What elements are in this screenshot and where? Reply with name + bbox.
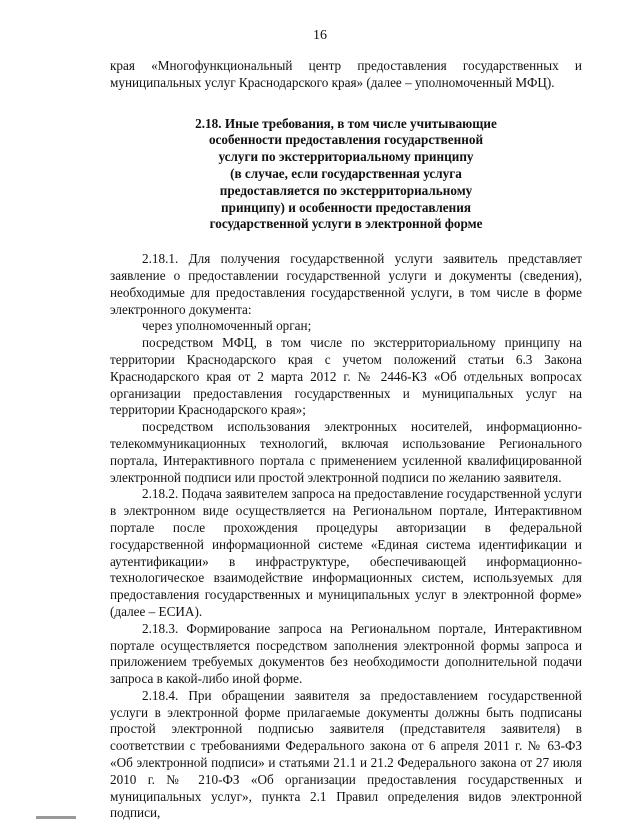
heading-line: особенности предоставления государственной [208, 132, 484, 148]
paragraph-2-18-1: 2.18.1. Для получения государственной услуги заявитель представляет заявление о предоставлении государственной услуги и документы (сведения), необходимые для предоставления государственной услуги, в том числе в форме электронного документа: [110, 251, 582, 317]
page-number: 16 [313, 28, 327, 43]
list-item-electronic-media: посредством использования электронных носителей, информационно-телекоммуникационных технологий, включая использование Регионального портала, Интерактивного портала с применением усиленной квалифицированной электронной подписи или простой электронной подписи по желанию заявителя. [110, 419, 582, 485]
heading-line: принципу) и особенности предоставления [221, 199, 471, 215]
paragraph-2-18-3: 2.18.3. Формирование запроса на Региональном портале, Интерактивном портале осуществляется посредством заполнения электронной формы запроса и приложением требуемых документов без необходимости дополнительной подачи запроса в какой-либо иной форме. [110, 620, 582, 687]
heading-line: предоставляется по экстерриториальному [219, 182, 473, 198]
heading-line: государственной услуги в электронной форме [209, 216, 483, 232]
paragraph-2-18-4: 2.18.4. При обращении заявителя за предоставлением государственной услуги в электронной форме прилагаемые документы должны быть подписаны простой электронной подписью заявителя (представителя заявителя) в соответствии с требованиями Федерального закона от 6 апреля 2011 г. № 63-ФЗ «Об электронной подписи» и статьями 21.1 и 21.2 Федерального закона от 27 июля 2010 г. № 210-ФЗ «Об организации предоставления государственных и муниципальных услуг», пункта 2.1 Правил определения видов электронной подписи, [110, 687, 582, 821]
heading-line: 2.18. Иные требования, в том числе учитывающие [195, 115, 497, 131]
section-heading [110, 116, 582, 234]
paragraph-2-18-2: 2.18.2. Подача заявителем запроса на предоставление государственной услуги в электронном виде осуществляется на Региональном портале, Интерактивном портале после прохождения процедуры авторизации в федеральной государственной информационной системе «Единая система идентификации и аутентификации» в инфраструктуре, обеспечивающей информационно-технологическое взаимодействие информационных систем, используемых для предоставления государственных и муниципальных услуг в электронной форме» (далее – ЕСИА). [110, 486, 582, 619]
scan-artifact [36, 816, 76, 819]
heading-line: услуги по экстерриториальному принципу [218, 149, 474, 165]
list-item-mfc: посредством МФЦ, в том числе по экстерриториальному принципу на территории Краснодарского края с учетом положений статьи 6.3 Закона Краснодарского края от 2 марта 2012 г. № 2446-КЗ «Об отдельных вопросах организации предоставления государственных и муниципальных услуг на территории Краснодарского края»; [110, 335, 582, 418]
list-item-authorized-body: через уполномоченный орган; [142, 318, 312, 334]
document-body [110, 58, 582, 822]
heading-line: (в случае, если государственная услуга [230, 165, 462, 181]
intro-paragraph: края «Многофункциональный центр предоставления государственных и муниципальных услуг Краснодарского края» (далее – уполномоченный МФЦ). [110, 58, 582, 90]
